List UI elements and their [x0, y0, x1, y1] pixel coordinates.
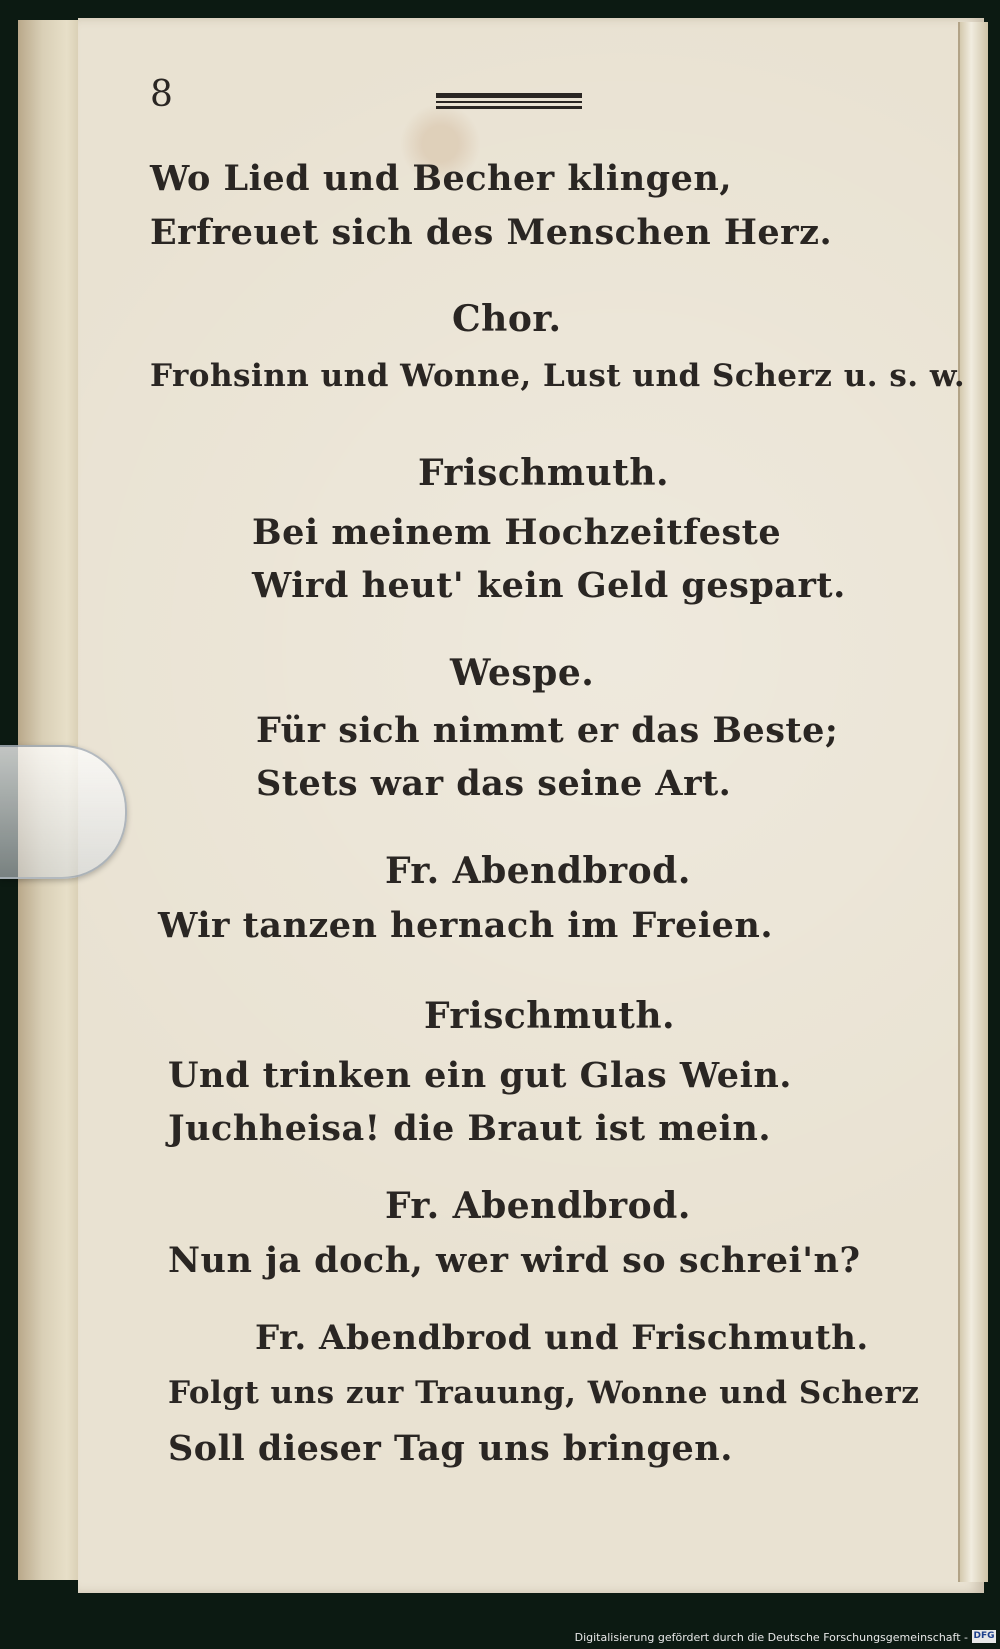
- dfg-logo: DFG: [973, 1631, 995, 1641]
- verse-line: Wird heut' kein Geld gespart.: [252, 565, 846, 606]
- page-clip: [0, 745, 127, 879]
- verse-line: Soll dieser Tag uns bringen.: [168, 1428, 733, 1469]
- verse-line: Folgt uns zur Trauung, Wonne und Scherz: [168, 1375, 920, 1411]
- verse-line: Juchheisa! die Braut ist mein.: [168, 1108, 772, 1149]
- page-edge: [958, 22, 988, 1582]
- verse-line: Für sich nimmt er das Beste;: [256, 710, 839, 751]
- speaker-heading: Fr. Abendbrod.: [385, 850, 691, 892]
- verse-line: Nun ja doch, wer wird so schrei'n?: [168, 1240, 861, 1281]
- speaker-heading: Fr. Abendbrod.: [385, 1185, 691, 1227]
- verse-line: Stets war das seine Art.: [256, 763, 732, 804]
- speaker-heading: Fr. Abendbrod und Frischmuth.: [255, 1318, 869, 1358]
- speaker-heading: Frischmuth.: [418, 452, 670, 494]
- verse-line: Frohsinn und Wonne, Lust und Scherz u. s. w.: [150, 358, 966, 394]
- decorative-rule: [436, 93, 582, 109]
- speaker-heading: Frischmuth.: [424, 995, 676, 1037]
- verse-line: Wir tanzen hernach im Freien.: [158, 905, 774, 946]
- verse-line: Wo Lied und Becher klingen,: [150, 158, 733, 199]
- digitization-credit: Digitalisierung gefördert durch die Deutsche Forschungsgemeinschaft -: [574, 1631, 968, 1644]
- page-number: 8: [150, 74, 174, 115]
- verse-line: Und trinken ein gut Glas Wein.: [168, 1055, 792, 1096]
- verse-line: Bei meinem Hochzeitfeste: [252, 512, 782, 553]
- speaker-heading: Wespe.: [450, 652, 595, 694]
- verse-line: Erfreuet sich des Menschen Herz.: [150, 212, 833, 253]
- speaker-heading: Chor.: [452, 298, 562, 340]
